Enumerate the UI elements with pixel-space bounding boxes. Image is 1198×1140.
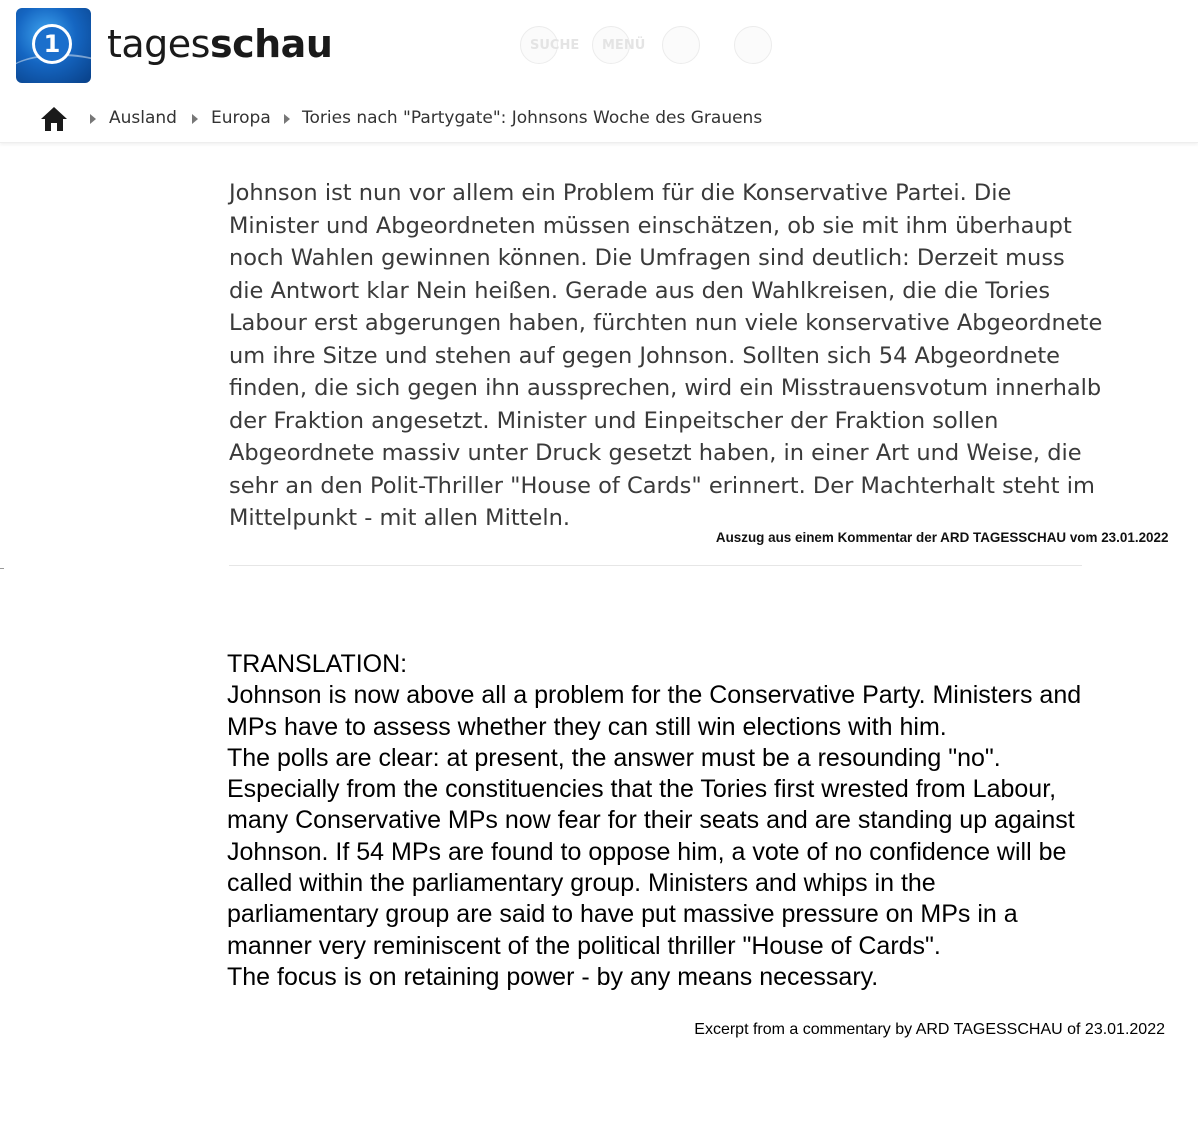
home-icon[interactable] [40, 106, 68, 132]
logo-number: 1 [32, 24, 72, 64]
article-line: um ihre Sitze und stehen auf gegen Johnson. Sollten sich 54 Abgeordnete [229, 342, 1061, 369]
translation-heading: TRANSLATION: [227, 650, 408, 678]
translation-line: Johnson. If 54 MPs are found to oppose him, a vote of no confidence will be [227, 837, 1067, 866]
article-line: sehr an den Polit-Thriller "House of Cards" erinnert. Der Machterhalt steht im [229, 472, 1095, 499]
brand-light: tages [107, 22, 210, 66]
article-line: Labour erst abgerungen haben, fürchten nun viele konservative Abgeordnete [229, 310, 1103, 336]
article-line: noch Wahlen gewinnen können. Die Umfragen sind deutlich: Derzeit muss [229, 245, 1065, 271]
breadcrumb-item-europa[interactable]: Europa [211, 108, 271, 128]
translation-caption: Excerpt from a commentary by ARD TAGESSCHAU of 23.01.2022 [694, 1021, 1165, 1038]
article-line: Minister und Abgeordneten müssen einschätzen, ob sie mit ihm überhaupt [229, 212, 1072, 239]
translation-block [227, 649, 1167, 993]
translation-line: The focus is on retaining power - by any means necessary. [227, 962, 879, 991]
brand-bold: schau [209, 22, 333, 66]
article-line: finden, die sich gegen ihn aussprechen, wird ein Misstrauensvotum innerhalb [229, 375, 1102, 401]
translation-line: many Conservative MPs now fear for their seats and are standing up against [227, 806, 1075, 835]
breadcrumb-item-current: Tories nach "Partygate": Johnsons Woche des Grauens [302, 108, 763, 128]
site-header [0, 0, 1198, 92]
translation-line: called within the parliamentary group. Ministers and whips in the [227, 869, 936, 898]
breadcrumb [0, 98, 1198, 143]
translation-line: Especially from the constituencies that the Tories first wrested from Labour, [227, 775, 1057, 804]
article-line: der Fraktion angesetzt. Minister und Einpeitscher der Fraktion sollen [229, 407, 999, 434]
brand-wordmark[interactable] [107, 22, 332, 66]
faint-circle-3[interactable] [662, 26, 700, 64]
translation-line: MPs have to assess whether they can still win elections with him. [227, 712, 947, 741]
chevron-right-icon [284, 114, 290, 124]
article-line: Johnson ist nun vor allem ein Problem für die Konservative Partei. Die [229, 180, 1012, 206]
divider [229, 565, 1082, 566]
translation-line: Johnson is now above all a problem for the Conservative Party. Ministers and [227, 681, 1082, 710]
chevron-right-icon [192, 114, 198, 124]
edge-mark [0, 568, 4, 569]
faint-menu-label[interactable]: MENÜ [602, 38, 646, 53]
article-line: Abgeordnete massiv unter Druck gesetzt haben, in einer Art und Weise, die [229, 440, 1082, 466]
faint-search-label[interactable]: SUCHE [530, 38, 580, 53]
article-line: die Antwort klar Nein heißen. Gerade aus den Wahlkreisen, die die Tories [229, 277, 1051, 304]
article-body [229, 177, 1103, 535]
ard-logo-icon[interactable] [16, 8, 91, 83]
article-line: Mittelpunkt - mit allen Mitteln. [229, 505, 570, 531]
translation-line: The polls are clear: at present, the answer must be a resounding "no". [227, 743, 1001, 772]
article-caption: Auszug aus einem Kommentar der ARD TAGESSCHAU vom 23.01.2022 [715, 529, 1168, 545]
translation-line: parliamentary group are said to have put massive pressure on MPs in a [227, 900, 1018, 929]
translation-line: manner very reminiscent of the political thriller "House of Cards". [227, 931, 941, 960]
breadcrumb-item-ausland[interactable]: Ausland [109, 108, 177, 128]
chevron-right-icon [90, 114, 96, 124]
faint-circle-4[interactable] [734, 26, 772, 64]
